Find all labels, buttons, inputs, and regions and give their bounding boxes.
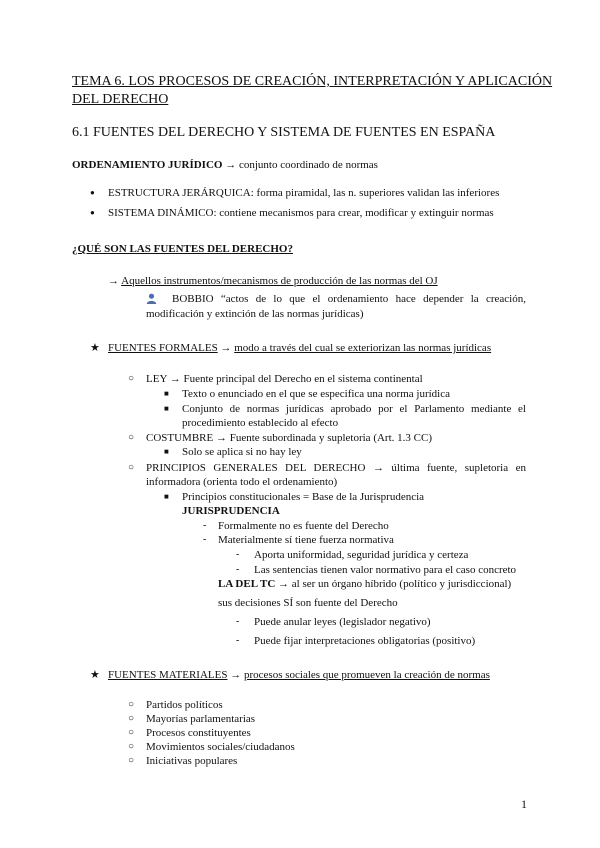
square-bullet-icon: ■: [164, 492, 169, 501]
square-bullet-icon: ■: [164, 447, 169, 456]
star-icon: ★: [90, 342, 100, 354]
bobbio-quote-line1: BOBBIO “actos de lo que el ordenamiento hace depender la creación,: [172, 293, 526, 305]
question-def-text: Aquellos instrumentos/mecanismos de producción de las normas del OJ: [121, 275, 438, 287]
circle-bullet-icon: ○: [128, 713, 135, 724]
circle-bullet-icon: ○: [128, 373, 135, 384]
circle-bullet-icon: ○: [128, 741, 135, 752]
juris-sub-item: Aporta uniformidad, seguridad jurídica y certeza: [254, 549, 469, 561]
oj-def: → conjunto coordinado de normas: [225, 159, 378, 171]
person-icon: [146, 293, 157, 304]
question-heading: ¿QUÉ SON LAS FUENTES DEL DERECHO?: [72, 243, 293, 255]
juris-item: Materialmente sí tiene fuerza normativa: [218, 534, 394, 546]
ley-item: LEY → Fuente principal del Derecho en el sistema continental: [146, 373, 423, 385]
principios-sub-item: Principios constitucionales = Base de la Jurisprudencia: [182, 491, 425, 503]
arrow: →: [220, 342, 232, 354]
circle-bullet-icon: ○: [128, 727, 135, 738]
tc-sub-item: Puede fijar interpretaciones obligatorias (positivo): [254, 635, 476, 647]
arrow: →: [108, 275, 119, 287]
ley-sub-item-cont: procedimiento establecido al efecto: [182, 417, 339, 429]
page-number: 1: [521, 797, 527, 811]
materiales-item: Partidos políticos: [146, 699, 223, 711]
principios-item-cont: informadora (orienta todo el ordenamiento): [146, 476, 338, 488]
juris-sub-item: Las sentencias tienen valor normativo para el caso concreto: [254, 564, 517, 576]
square-bullet-icon: ■: [164, 389, 169, 398]
fuentes-formales: [108, 341, 491, 355]
materiales-term: FUENTES MATERIALES: [108, 669, 228, 681]
bullet-text: : contiene mecanismos para crear, modificar y extinguir normas: [213, 207, 494, 219]
bullet-term: SISTEMA DINÁMICO: [108, 207, 214, 219]
circle-bullet-icon: ○: [128, 755, 135, 766]
dash-icon: -: [236, 564, 240, 575]
dash-icon: -: [203, 520, 207, 531]
square-bullet-icon: ■: [164, 404, 169, 413]
doc-title-line2: DEL DERECHO: [72, 92, 169, 107]
bobbio-quote-line2: modificación y extinción de las normas jurídicas): [146, 308, 364, 320]
dash-icon: -: [203, 534, 207, 545]
bullet-icon: ●: [90, 208, 95, 217]
ley-sub-item: Texto o enunciado en el que se especifica una norma jurídica: [182, 388, 451, 400]
tc-text: → al ser un órgano híbrido (político y jurisdiccional): [278, 578, 512, 590]
jurisprudencia-heading: JURISPRUDENCIA: [182, 505, 280, 517]
star-icon: ★: [90, 669, 100, 681]
question-definition: [108, 274, 438, 288]
materiales-def: procesos sociales que promueven la creación de normas: [243, 669, 490, 681]
materiales-item: Iniciativas populares: [146, 755, 238, 767]
dash-icon: -: [236, 549, 240, 560]
dash-icon: -: [236, 635, 240, 646]
list-item: [108, 206, 494, 220]
section-heading: 6.1 FUENTES DEL DERECHO Y SISTEMA DE FUENTES EN ESPAÑA: [72, 125, 496, 140]
oj-term: ORDENAMIENTO JURÍDICO: [72, 159, 223, 171]
doc-title-line1: TEMA 6. LOS PROCESOS DE CREACIÓN, INTERPRETACIÓN Y APLICACIÓN: [72, 74, 553, 89]
tc-item-cont: sus decisiones SÍ son fuente del Derecho: [218, 597, 398, 609]
fuentes-materiales: [108, 668, 490, 682]
oj-definition: [72, 158, 378, 172]
formales-term: FUENTES FORMALES: [108, 342, 218, 354]
circle-bullet-icon: ○: [128, 699, 135, 710]
circle-bullet-icon: ○: [128, 432, 135, 443]
tc-sub-item: Puede anular leyes (legislador negativo): [254, 616, 431, 628]
costumbre-item: COSTUMBRE → Fuente subordinada y supletoria (Art. 1.3 CC): [146, 432, 432, 444]
circle-bullet-icon: ○: [128, 462, 135, 473]
arrow: →: [230, 669, 242, 681]
materiales-item: Movimientos sociales/ciudadanos: [146, 741, 295, 753]
tc-term: LA DEL TC: [218, 578, 276, 590]
list-item: [108, 186, 499, 200]
materiales-item: Procesos constituyentes: [146, 727, 251, 739]
principios-item: PRINCIPIOS GENERALES DEL DERECHO → última fuente, supletoria en: [146, 462, 526, 474]
bullet-icon: ●: [90, 188, 95, 197]
juris-item: Formalmente no es fuente del Derecho: [218, 520, 389, 532]
costumbre-sub-item: Solo se aplica si no hay ley: [182, 446, 302, 458]
materiales-item: Mayorías parlamentarias: [146, 713, 256, 725]
bullet-term: ESTRUCTURA JERÁRQUICA: [108, 187, 251, 199]
tc-item: [218, 577, 511, 591]
dash-icon: -: [236, 616, 240, 627]
formales-def: modo a través del cual se exteriorizan las normas jurídicas: [234, 342, 492, 354]
ley-sub-item: Conjunto de normas jurídicas aprobado por el Parlamento mediante el: [182, 403, 526, 415]
bullet-text: : forma piramidal, las n. superiores validan las inferiores: [250, 187, 500, 199]
